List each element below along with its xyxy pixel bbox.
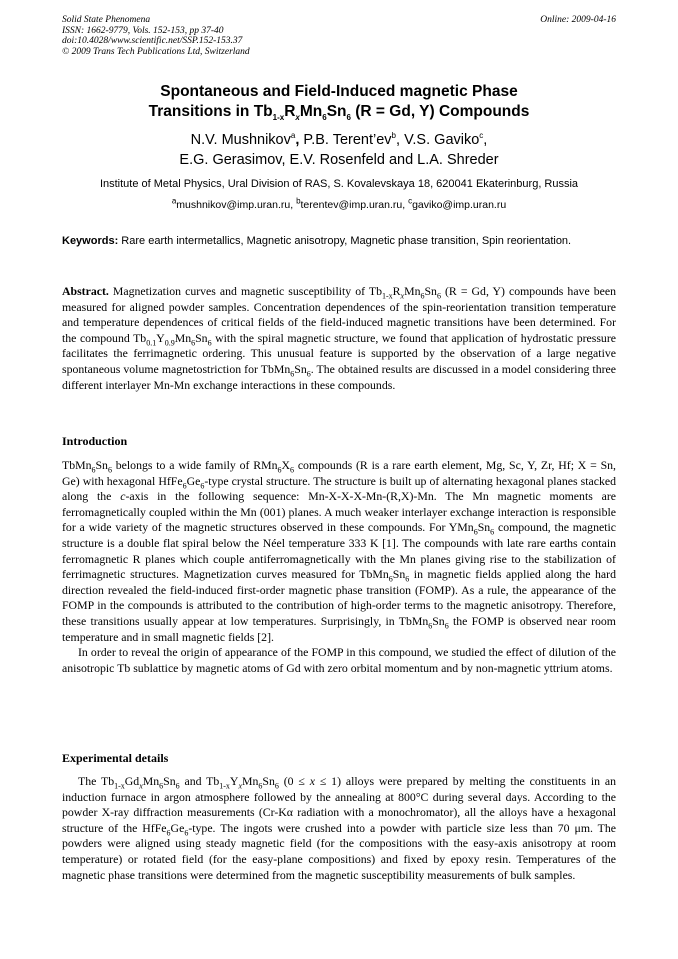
doi-line[interactable]: doi:10.4028/www.scientific.net/SSP.152-153.37 [62, 36, 243, 46]
experimental-body [62, 774, 616, 883]
paper-title [62, 82, 616, 122]
author-line-2: E.G. Gerasimov, E.V. Rosenfeld and L.A. Shreder [179, 152, 499, 168]
experimental-paragraph: The $Tb_{1-x}Gd_xMn_6Sn_6$ and $Tb_{1-x}Y_xMn_6Sn_6$ (0 ≤ x ≤ 1) alloys were prepared by melting the constituents in an induction furnace in argon atmosphere followed by the annealing at 800°C during several days. According to the powder X-ray diffraction measurements (Cr-Kα radiation with a monochromator), all the alloys have a hexagonal structure of the $HfFe_6Ge_6$-type. The ingots were crushed into a powder with particle size less than 70 μm. The powders were aligned using steady magnetic field (for the compositions with the easy-axis anisotropy at room temperature) or rotated field (for the easy-plane compositions) and fixed by epoxy resin. Temperatures of the magnetic phase transitions were determined from the magnetic susceptibility measurements of bulk samples. [62, 774, 617, 882]
introduction-heading: Introduction [62, 434, 128, 448]
abstract: Abstract. Magnetization curves and magnetic susceptibility of $Tb_{1-x}R_xMn_6Sn_6$ (R = Gd, Y) compounds have been measured for aligned powder samples. Concentration dependences of the spin-reorientation transition temperature and temperature dependences of critical fields of the field-induced magnetic transitions have been determined. For the compound $Tb_{0.1}Y_{0.9}Mn_6Sn_6$ with the spiral magnetic structure, we found that application of hydrostatic pressure facilitates the ferrimagnetic ordering. This unusual feature is supported by the observation of a large negative spontaneous volume magnetostriction for $TbMn_6Sn_6$. The obtained results are discussed in a model considering three different interlayer Mn-Mn exchange interactions in these compounds. [62, 284, 616, 392]
journal-name: Solid State Phenomena [62, 15, 151, 25]
title-line-2: Transitions in $Tb_{1-x}R_xMn_6Sn_6$ (R = Gd, Y) Compounds [148, 103, 530, 123]
issn-line: ISSN: 1662-9779, Vols. 152-153, pp 37-40 [62, 25, 224, 36]
keywords-text: Rare earth intermetallics, Magnetic anisotropy, Magnetic phase transition, Spin reorientation. [118, 235, 572, 247]
title-line-1: Spontaneous and Field-Induced magnetic Phase [160, 83, 518, 100]
abstract-label: Abstract. [62, 284, 109, 298]
author-list [62, 130, 616, 170]
introduction-body [62, 458, 616, 676]
keywords-label: Keywords: [62, 235, 119, 247]
author-emails[interactable]: $^a$mushnikov@imp.uran.ru, $^b$terentev@imp.uran.ru, $^c$gaviko@imp.uran.ru [171, 196, 507, 211]
online-date: Online: 2009-04-16 [540, 15, 616, 25]
affiliation: Institute of Metal Physics, Ural Division of RAS, S. Kovalevskaya 18, 620041 Ekaterinburg, Russia [99, 178, 579, 190]
author-line-1: N.V. Mushnikov$^a$, P.B. $Terent’ev^b$, V.S. Gaviko$^c$, [190, 131, 488, 148]
journal-header [62, 15, 616, 57]
copyright-line: © 2009 Trans Tech Publications Ltd, Switzerland [62, 46, 250, 57]
intro-paragraph-1: $TbMn_6Sn_6$ belongs to a wide family of $RMn_6X_6$ compounds (R is a rare earth element, Mg, Sc, Y, Zr, Hf; X = Sn, Ge) with hexagonal $HfFe_6Ge_6$-type crystal structure. The structure is built up of alternating hexagonal planes stacked along the c-axis in the following sequence: Mn-X-X-X-Mn-(R,X)-Mn. The Mn magnetic moments are ferromagnetically coupled within the Mn (001) planes. A much weaker interlayer exchange interaction is responsible for a wide variety of the magnetic structures observed in these compounds. For $YMn_6Sn_6$ compound, the magnetic structure is a double flat spiral below the Néel temperature 333 K [1]. The compounds with late rare earths contain ferromagnetic R planes which couple antiferromagnetically with the Mn planes giving rise to the stabilization of ferrimagnetic structures. Magnetization curves measured for $TbMn_6Sn_6$ in magnetic fields applied along the hard direction revealed the field-induced first-order magnetic phase transition (FOMP). As a rule, the appearance of the FOMP in the compounds is attributed to the contribution of high-order terms to the magnetic anisotropy. Therefore, these transitions usually appear at low temperatures. Surprisingly, in $TbMn_6Sn_6$ the FOMP is observed near room temperature and in small magnetic fields [2]. [62, 458, 616, 644]
keywords [62, 234, 616, 248]
experimental-heading: Experimental details [62, 751, 169, 765]
intro-paragraph-2: In order to reveal the origin of appearance of the FOMP in this compound, we studied the effect of dilution of the anisotropic Tb sublattice by magnetic atoms of Gd with zero orbital momentum and by non-magnetic yttrium atoms. [62, 645, 616, 675]
